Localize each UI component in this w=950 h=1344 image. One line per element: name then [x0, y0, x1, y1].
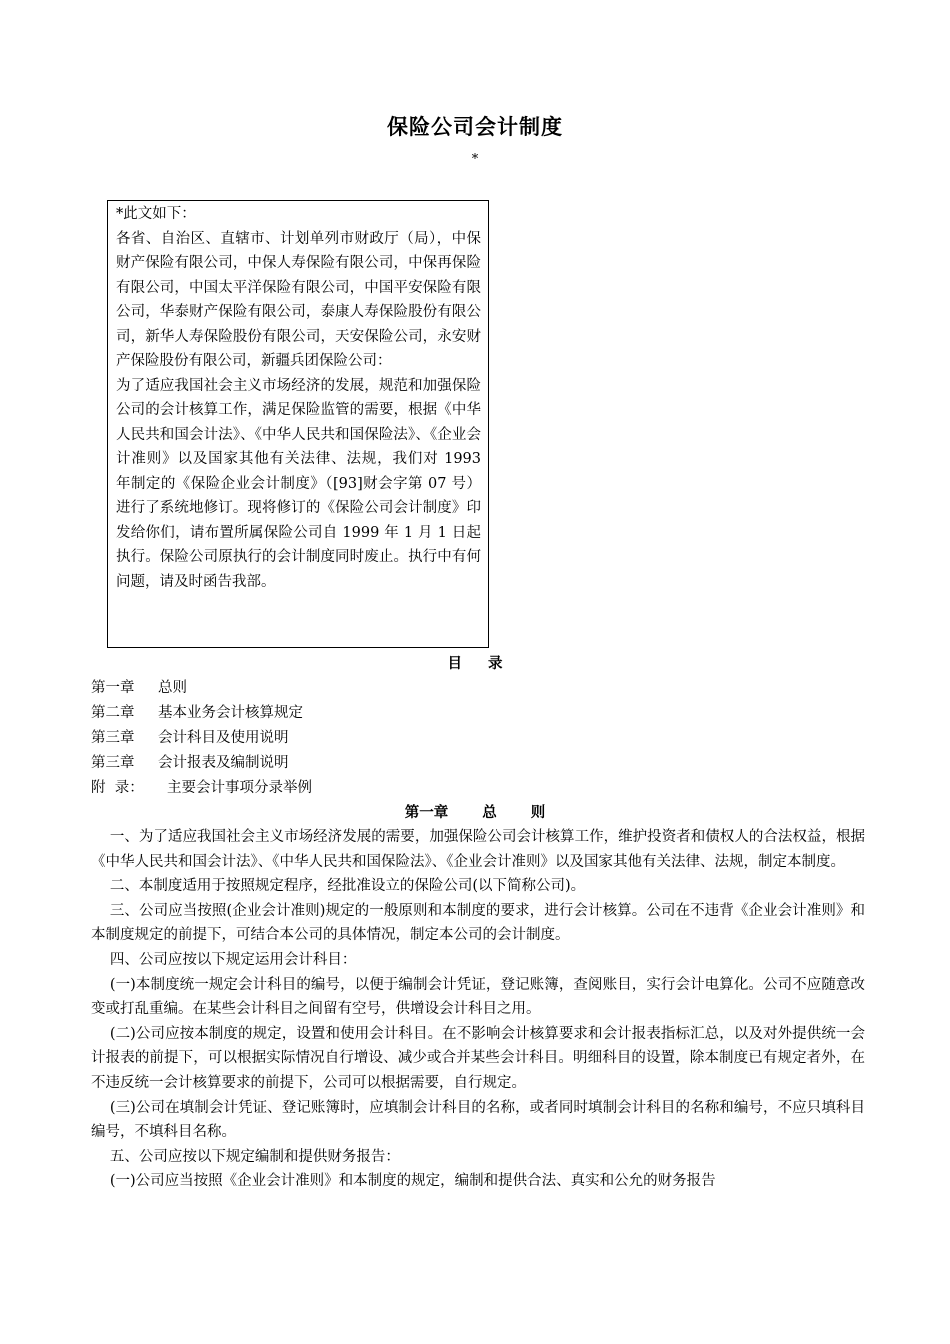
toc-heading: [0, 652, 950, 676]
chapter-heading: [0, 801, 950, 825]
toc-heading-right: 录: [488, 655, 503, 672]
document-title: 保险公司会计制度: [387, 115, 563, 139]
toc-item: [91, 751, 312, 776]
toc-item-chapter: 第二章: [91, 705, 135, 721]
chapter-heading-number: 第一章: [404, 804, 449, 821]
toc-item-chapter: 第一章: [91, 680, 135, 696]
table-of-contents: [91, 676, 312, 801]
toc-item: [91, 701, 312, 726]
notice-addressees: 各省、自治区、直辖市、计划单列市财政厅（局），中保财产保险有限公司，中保人寿保险有限公司，中保再保险有限公司，中国太平洋保险有限公司，中国平安保险有限公司，华泰财产保险有限公司，泰康人寿保险股份有限公司，新华人寿保险股份有限公司，天安保险公司，永安财产保险股份有限公司，新疆兵团保险公司：: [116, 230, 481, 369]
body-paragraph: (三)公司在填制会计凭证、登记账簿时，应填制会计科目的名称，或者同时填制会计科目的名称和编号，不应只填科目编号，不填科目名称。: [91, 1099, 865, 1141]
body-paragraph: 四、公司应按以下规定运用会计科目：: [109, 951, 357, 968]
body-paragraph: 五、公司应按以下规定编制和提供财务报告：: [109, 1148, 400, 1165]
toc-item-chapter: 第三章: [91, 730, 135, 746]
body-paragraph: 二、本制度适用于按照规定程序，经批准设立的保险公司(以下简称公司)。: [109, 878, 586, 895]
chapter-heading-left: 总: [482, 804, 497, 821]
toc-item-chapter: 第三章: [91, 755, 135, 771]
toc-item: [91, 676, 312, 701]
body-paragraph: (二)公司应按本制度的规定，设置和使用会计科目。在不影响会计核算要求和会计报表指标汇总，以及对外提供统一会计报表的前提下，可以根据实际情况自行增设、减少或合并某些会计科目。明细科目的设置，除本制度已有规定者外，在不违反统一会计核算要求的前提下，公司可以根据需要，自行规定。: [91, 1025, 865, 1091]
toc-item-title: 会计报表及编制说明: [158, 755, 289, 771]
chapter-heading-right: 则: [530, 804, 546, 821]
toc-item-title: 总则: [158, 680, 187, 696]
chapter-body: [91, 825, 865, 1194]
toc-item-title: 基本业务会计核算规定: [158, 705, 303, 721]
toc-item-title: 会计科目及使用说明: [158, 730, 289, 746]
notice-body: 为了适应我国社会主义市场经济的发展，规范和加强保险公司的会计核算工作，满足保险监管的需要，根据《中华人民共和国会计法》、《中华人民共和国保险法》、《企业会计准则》以及国家其他有关法律、法规，我们对 1993 年制定的《保险企业会计制度》（[93]财会字第 07 号）进行了系统地修订。现将修订的《保险公司会计制度》印发给你们，请布置所属保险公司自 1999 年 1 月 1 日起执行。保险公司原执行的会计制度同时废止。执行中有何问题，请及时函告我部。: [116, 377, 481, 590]
toc-item: [91, 776, 312, 801]
toc-item: [91, 726, 312, 751]
body-paragraph: (一)公司应当按照《企业会计准则》和本制度的规定，编制和提供合法、真实和公允的财务报告: [109, 1173, 716, 1190]
toc-heading-left: 目: [447, 655, 462, 672]
body-paragraph: 一、为了适应我国社会主义市场经济发展的需要，加强保险公司会计核算工作，维护投资者和债权人的合法权益，根据《中华人民共和国会计法》、《中华人民共和国保险法》、《企业会计准则》以及国家其他有关法律、法规，制定本制度。: [91, 829, 865, 870]
title-footnote-mark: *: [471, 152, 479, 167]
notice-intro: *此文如下：: [116, 206, 196, 222]
body-paragraph: (一)本制度统一规定会计科目的编号，以便于编制会计凭证，登记账簿，查阅账目，实行会计电算化。公司不应随意改变或打乱重编。在某些会计科目之间留有空号，供增设会计科目之用。: [91, 976, 865, 1018]
toc-item-title: 主要会计事项分录举例: [167, 780, 312, 796]
body-paragraph: 三、公司应当按照(企业会计准则)规定的一般原则和本制度的要求，进行会计核算。公司在不违背《企业会计准则》和本制度规定的前提下，可结合本公司的具体情况，制定本公司的会计制度。: [91, 902, 865, 944]
notice-box: [107, 200, 489, 648]
toc-item-chapter: 附 录：: [91, 780, 144, 796]
